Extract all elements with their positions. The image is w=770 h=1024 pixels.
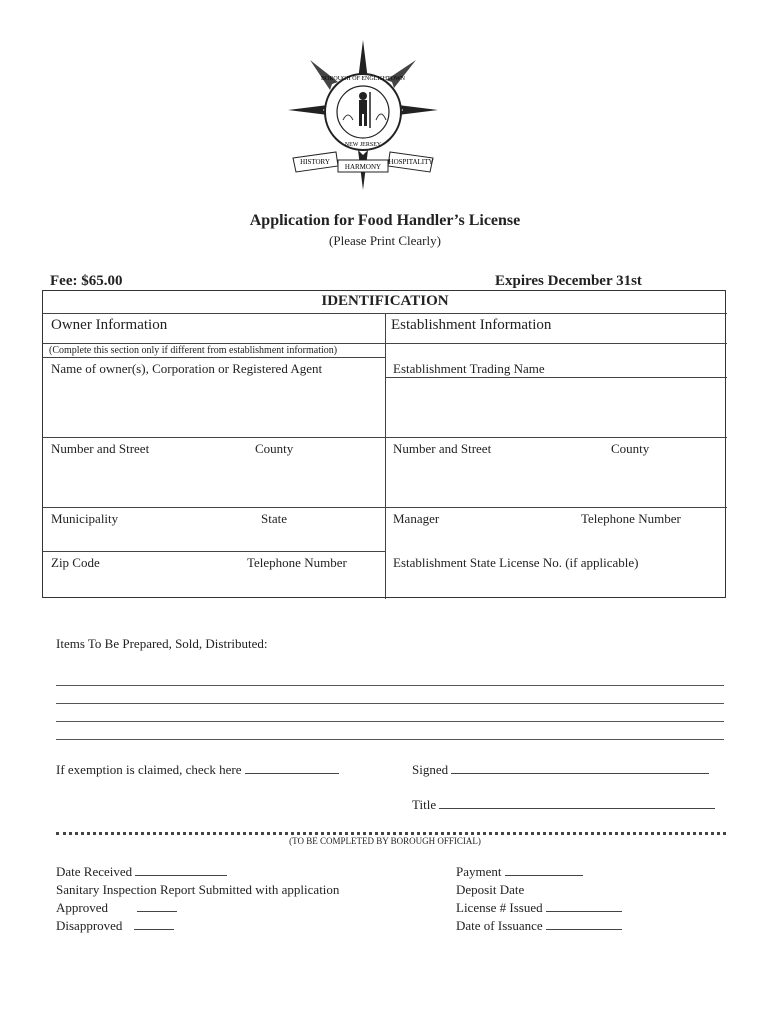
svg-text:HOSPITALITY: HOSPITALITY (388, 158, 434, 166)
disapproved-field: Disapproved (56, 918, 174, 934)
establishment-information-label: Establishment Information (391, 317, 552, 333)
establishment-street-label: Number and Street (393, 441, 492, 456)
items-label: Items To Be Prepared, Sold, Distributed: (56, 636, 268, 651)
official-separator (56, 832, 726, 835)
owner-county-label: County (255, 441, 294, 456)
deposit-date-label: Deposit Date (456, 882, 525, 897)
items-line-4[interactable] (56, 739, 724, 740)
establishment-phone-label: Telephone Number (581, 511, 681, 526)
owner-phone-label: Telephone Number (247, 555, 347, 570)
form-subtitle: (Please Print Clearly) (329, 233, 441, 248)
owner-street-label: Number and Street (51, 441, 150, 456)
exemption-checkbox-line[interactable] (245, 772, 339, 774)
expires-label: Expires December 31st (495, 273, 642, 289)
approved-field: Approved (56, 900, 177, 916)
items-line-2[interactable] (56, 703, 724, 704)
official-use-note: (TO BE COMPLETED BY BOROUGH OFFICIAL) (289, 836, 481, 846)
svg-text:HARMONY: HARMONY (344, 163, 382, 171)
signed-line[interactable] (451, 772, 709, 774)
license-issued-field: License # Issued (456, 900, 622, 916)
owner-name-label: Name of owner(s), Corporation or Registered Agent (51, 361, 323, 376)
borough-seal-logo (288, 40, 438, 190)
owner-information-label: Owner Information (51, 317, 168, 333)
svg-text:BOROUGH OF ENGLISHTOWN: BOROUGH OF ENGLISHTOWN (321, 76, 405, 82)
establishment-county-label: County (611, 441, 650, 456)
owner-section-note: (Complete this section only if different from establishment information) (49, 345, 338, 356)
title-line[interactable] (439, 807, 715, 809)
form-title: Application for Food Handler’s License (249, 212, 521, 229)
identification-heading: IDENTIFICATION (321, 293, 449, 309)
manager-label: Manager (393, 511, 440, 526)
date-of-issuance-field: Date of Issuance (456, 918, 622, 934)
date-received-field: Date Received (56, 864, 227, 880)
identification-table (42, 290, 726, 598)
trading-name-label: Establishment Trading Name (393, 361, 545, 376)
svg-text:HISTORY: HISTORY (300, 158, 330, 166)
signed-field: Signed (412, 762, 709, 778)
items-line-3[interactable] (56, 721, 724, 722)
payment-field: Payment (456, 864, 583, 880)
establishment-license-label: Establishment State License No. (if applicable) (393, 555, 639, 570)
owner-zip-label: Zip Code (51, 555, 100, 570)
sanitary-report-label: Sanitary Inspection Report Submitted with application (56, 882, 340, 897)
svg-text:NEW JERSEY: NEW JERSEY (344, 142, 382, 148)
fee-label: Fee: $65.00 (50, 273, 123, 289)
owner-state-label: State (261, 511, 287, 526)
title-field: Title (412, 797, 715, 813)
owner-municipality-label: Municipality (51, 511, 119, 526)
exemption-label: If exemption is claimed, check here (56, 762, 339, 778)
items-line-1[interactable] (56, 685, 724, 686)
